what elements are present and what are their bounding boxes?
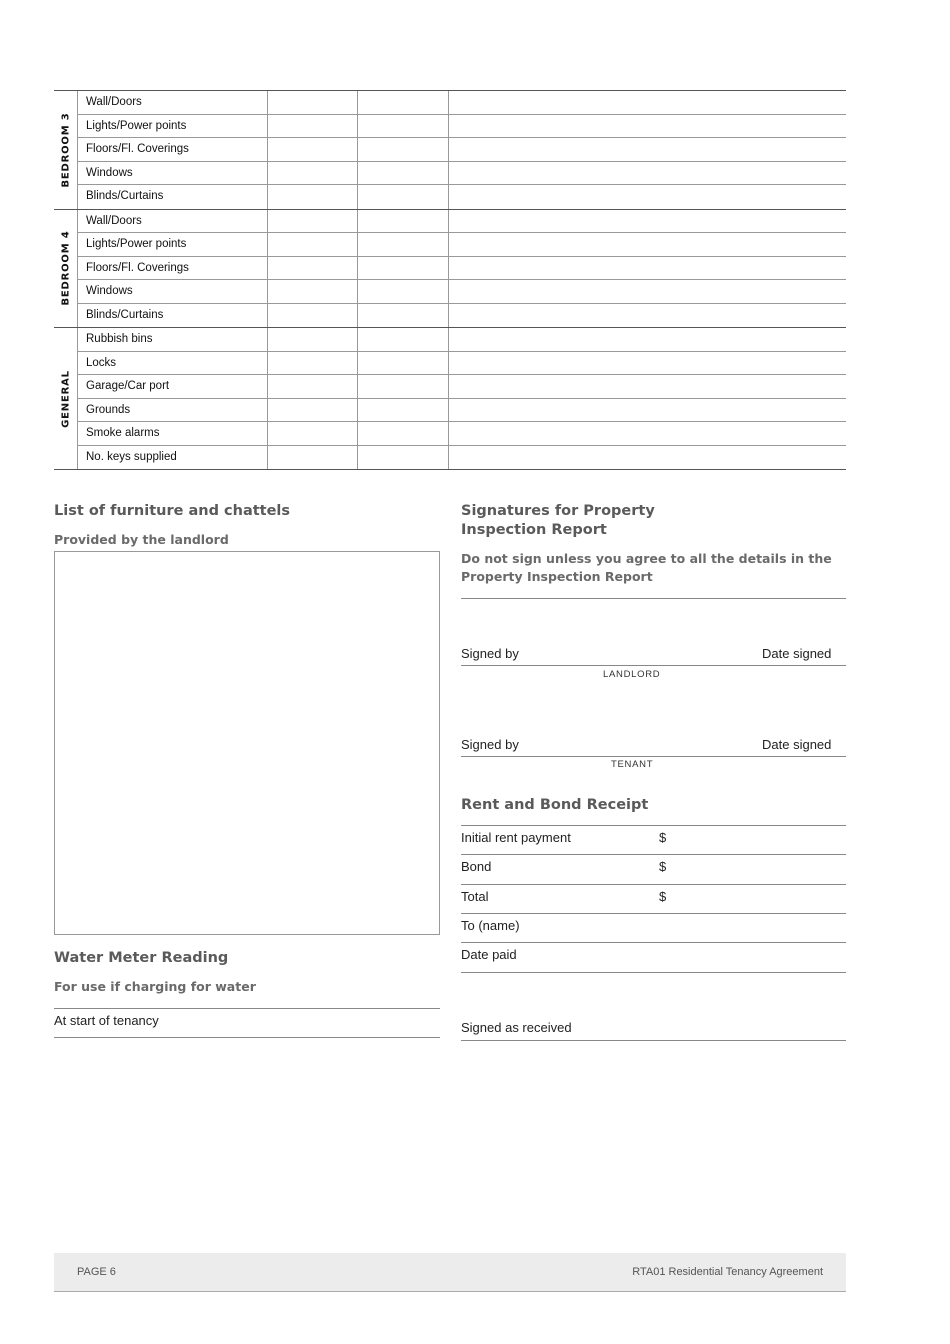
undamaged-cell[interactable] bbox=[358, 422, 449, 445]
furniture-title: List of furniture and chattels bbox=[54, 503, 291, 519]
comments-cell[interactable] bbox=[449, 280, 846, 303]
inspection-row bbox=[78, 257, 846, 281]
water-title: Water Meter Reading bbox=[54, 950, 229, 966]
comments-cell[interactable] bbox=[449, 162, 846, 185]
furniture-subtitle: Provided by the landlord bbox=[54, 532, 229, 547]
tenant-date-signed-label: Date signed bbox=[762, 737, 832, 752]
inspection-item-label: Windows bbox=[78, 280, 268, 303]
inspection-row bbox=[78, 115, 846, 139]
landlord-caption: LANDLORD bbox=[603, 669, 661, 680]
comments-cell[interactable] bbox=[449, 375, 846, 398]
clean-cell[interactable] bbox=[268, 375, 358, 398]
comments-cell[interactable] bbox=[449, 304, 846, 328]
receipt-row-field[interactable] bbox=[461, 972, 846, 973]
inspection-row bbox=[78, 210, 846, 234]
divider bbox=[461, 598, 846, 599]
inspection-item-label: Blinds/Curtains bbox=[78, 185, 268, 209]
undamaged-cell[interactable] bbox=[358, 138, 449, 161]
clean-cell[interactable] bbox=[268, 422, 358, 445]
comments-cell[interactable] bbox=[449, 210, 846, 233]
receipt-row-label: Total bbox=[461, 889, 489, 904]
inspection-item-label: Lights/Power points bbox=[78, 115, 268, 138]
currency-symbol: $ bbox=[659, 830, 667, 845]
group-label bbox=[54, 328, 78, 469]
landlord-signature-field[interactable] bbox=[461, 665, 846, 666]
clean-cell[interactable] bbox=[268, 115, 358, 138]
clean-cell[interactable] bbox=[268, 352, 358, 375]
undamaged-cell[interactable] bbox=[358, 446, 449, 470]
group-label bbox=[54, 210, 78, 328]
clean-cell[interactable] bbox=[268, 233, 358, 256]
comments-cell[interactable] bbox=[449, 257, 846, 280]
tenant-signed-by-label: Signed by bbox=[461, 737, 519, 752]
comments-cell[interactable] bbox=[449, 399, 846, 422]
comments-cell[interactable] bbox=[449, 91, 846, 114]
landlord-signed-by-label: Signed by bbox=[461, 646, 519, 661]
comments-cell[interactable] bbox=[449, 422, 846, 445]
signatures-title-line1: Signatures for Property bbox=[461, 503, 655, 519]
undamaged-cell[interactable] bbox=[358, 352, 449, 375]
inspection-item-label: Grounds bbox=[78, 399, 268, 422]
inspection-row bbox=[78, 446, 846, 470]
clean-cell[interactable] bbox=[268, 185, 358, 209]
group-label-text: BEDROOM 4 bbox=[60, 230, 71, 306]
receipt-row-label: To (name) bbox=[461, 918, 520, 933]
group-label-text: GENERAL bbox=[60, 369, 71, 428]
inspection-row bbox=[78, 375, 846, 399]
signed-received-label: Signed as received bbox=[461, 1020, 572, 1035]
inspection-item-label: Blinds/Curtains bbox=[78, 304, 268, 328]
inspection-row bbox=[78, 399, 846, 423]
inspection-item-label: No. keys supplied bbox=[78, 446, 268, 470]
clean-cell[interactable] bbox=[268, 91, 358, 114]
undamaged-cell[interactable] bbox=[358, 399, 449, 422]
divider bbox=[54, 1008, 440, 1009]
inspection-group bbox=[54, 210, 846, 329]
inspection-row bbox=[78, 91, 846, 115]
comments-cell[interactable] bbox=[449, 185, 846, 209]
receipt-row-label: Initial rent payment bbox=[461, 830, 571, 845]
inspection-row bbox=[78, 233, 846, 257]
undamaged-cell[interactable] bbox=[358, 280, 449, 303]
signatures-note-line1: Do not sign unless you agree to all the details in the bbox=[461, 551, 832, 566]
inspection-item-label: Lights/Power points bbox=[78, 233, 268, 256]
inspection-item-label: Windows bbox=[78, 162, 268, 185]
clean-cell[interactable] bbox=[268, 210, 358, 233]
group-label-text: BEDROOM 3 bbox=[60, 112, 71, 188]
undamaged-cell[interactable] bbox=[358, 304, 449, 328]
water-start-field[interactable] bbox=[54, 1037, 440, 1038]
inspection-item-label: Floors/Fl. Coverings bbox=[78, 138, 268, 161]
water-subtitle: For use if charging for water bbox=[54, 979, 256, 994]
comments-cell[interactable] bbox=[449, 138, 846, 161]
inspection-item-label: Rubbish bins bbox=[78, 328, 268, 351]
receipt-title: Rent and Bond Receipt bbox=[461, 797, 649, 813]
comments-cell[interactable] bbox=[449, 328, 846, 351]
water-start-label: At start of tenancy bbox=[54, 1013, 159, 1028]
inspection-row bbox=[78, 280, 846, 304]
undamaged-cell[interactable] bbox=[358, 185, 449, 209]
receipt-row-field[interactable] bbox=[461, 942, 846, 943]
clean-cell[interactable] bbox=[268, 162, 358, 185]
furniture-list-field[interactable] bbox=[54, 551, 440, 935]
receipt-row-field[interactable] bbox=[461, 854, 846, 855]
inspection-group bbox=[54, 328, 846, 470]
inspection-row bbox=[78, 162, 846, 186]
inspection-row bbox=[78, 352, 846, 376]
landlord-date-signed-label: Date signed bbox=[762, 646, 832, 661]
inspection-group bbox=[54, 91, 846, 210]
comments-cell[interactable] bbox=[449, 115, 846, 138]
inspection-item-label: Floors/Fl. Coverings bbox=[78, 257, 268, 280]
signatures-note-line2: Property Inspection Report bbox=[461, 569, 653, 584]
comments-cell[interactable] bbox=[449, 233, 846, 256]
undamaged-cell[interactable] bbox=[358, 257, 449, 280]
undamaged-cell[interactable] bbox=[358, 328, 449, 351]
group-label bbox=[54, 91, 78, 209]
comments-cell[interactable] bbox=[449, 446, 846, 470]
inspection-row bbox=[78, 328, 846, 352]
receipt-row-label: Bond bbox=[461, 859, 492, 874]
receipt-row-label: Date paid bbox=[461, 947, 517, 962]
undamaged-cell[interactable] bbox=[358, 233, 449, 256]
receipt-row-field[interactable] bbox=[461, 884, 846, 885]
clean-cell[interactable] bbox=[268, 399, 358, 422]
inspection-item-label: Locks bbox=[78, 352, 268, 375]
clean-cell[interactable] bbox=[268, 257, 358, 280]
inspection-item-label: Smoke alarms bbox=[78, 422, 268, 445]
currency-symbol: $ bbox=[659, 889, 667, 904]
undamaged-cell[interactable] bbox=[358, 162, 449, 185]
signatures-title-line2: Inspection Report bbox=[461, 522, 607, 538]
clean-cell[interactable] bbox=[268, 304, 358, 328]
inspection-row bbox=[78, 185, 846, 209]
undamaged-cell[interactable] bbox=[358, 375, 449, 398]
inspection-row bbox=[78, 138, 846, 162]
inspection-item-label: Wall/Doors bbox=[78, 91, 268, 114]
tenant-caption: TENANT bbox=[611, 759, 654, 770]
clean-cell[interactable] bbox=[268, 280, 358, 303]
inspection-item-label: Wall/Doors bbox=[78, 210, 268, 233]
undamaged-cell[interactable] bbox=[358, 91, 449, 114]
comments-cell[interactable] bbox=[449, 352, 846, 375]
inspection-item-label: Garage/Car port bbox=[78, 375, 268, 398]
document-title: RTA01 Residential Tenancy Agreement bbox=[632, 1266, 823, 1278]
inspection-row bbox=[78, 422, 846, 446]
clean-cell[interactable] bbox=[268, 138, 358, 161]
page-footer bbox=[54, 1253, 846, 1292]
tenant-signature-field[interactable] bbox=[461, 756, 846, 757]
undamaged-cell[interactable] bbox=[358, 210, 449, 233]
clean-cell[interactable] bbox=[268, 328, 358, 351]
clean-cell[interactable] bbox=[268, 446, 358, 470]
inspection-row bbox=[78, 304, 846, 328]
inspection-table bbox=[54, 90, 846, 470]
receipt-row-field[interactable] bbox=[461, 913, 846, 914]
signed-received-field[interactable] bbox=[461, 1040, 846, 1041]
page-number: PAGE 6 bbox=[77, 1266, 116, 1278]
divider bbox=[461, 825, 846, 826]
undamaged-cell[interactable] bbox=[358, 115, 449, 138]
currency-symbol: $ bbox=[659, 859, 667, 874]
